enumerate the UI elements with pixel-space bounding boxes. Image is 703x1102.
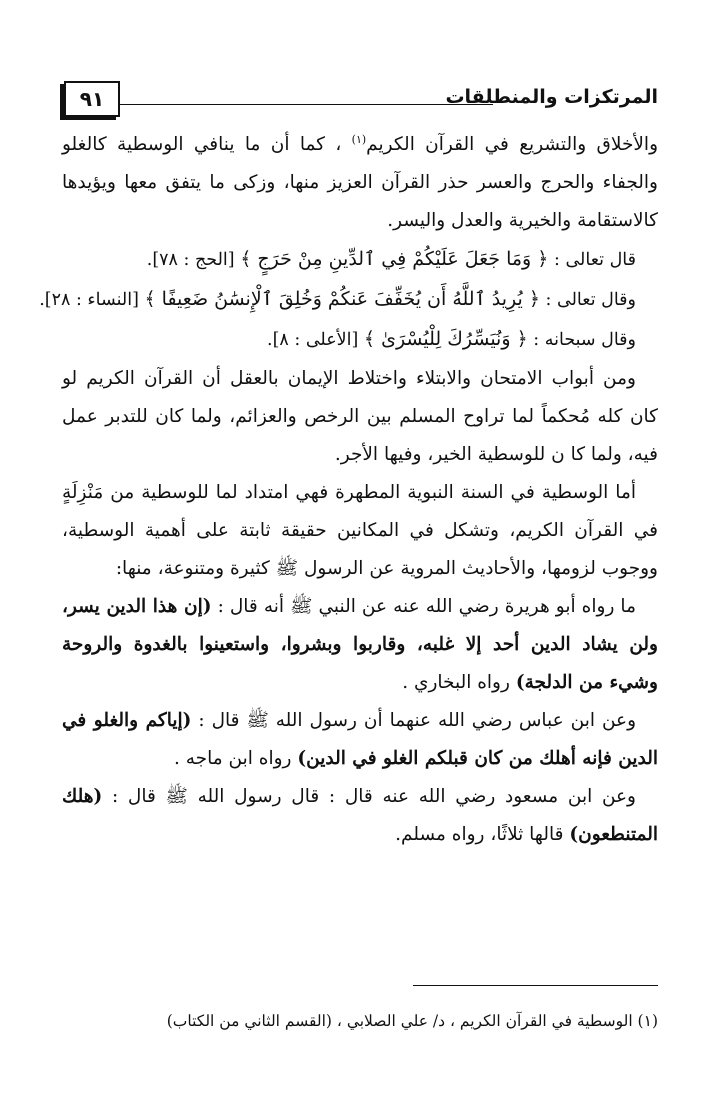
running-title: المرتكزات والمنطلقات — [445, 86, 658, 108]
quran-text: ﴿ وَمَا جَعَلَ عَلَيْكُمْ فِي ٱلدِّينِ مِنْ حَرَجٍ ﴾ — [240, 248, 549, 270]
page-number: ٩١ — [64, 81, 120, 117]
paragraph-3: أما الوسطية في السنة النبوية المطهرة فهي امتداد لما للوسطية من مَنْزِلَةٍ في القرآن الكريم، وتشكل في المكانين حقيقة ثابتة على أهمية الوسطية، ووجوب لزومها، والأحاديث المروية عن الرسول ﷺ كثيرة ومتنوعة، منها: — [62, 482, 658, 579]
verse-reference: [النساء : ٢٨]. — [39, 290, 139, 310]
hadith-2: وعن ابن عباس رضي الله عنهما أن رسول الله ﷺ قال : (إياكم والغلو في الدين فإنه أهلك من كان قبلكم الغلو في الدين) رواه ابن ماجه . — [62, 710, 658, 769]
paragraph-1: والأخلاق والتشريع في القرآن الكريم$^{(١)}$ ، كما أن ما ينافي الوسطية كالغلو والجفاء والحرج والعسر حذر القرآن العزيز منها، وزكى ما يتفق معها ويؤيدها كالاستقامة والخيرية والعدل واليسر. — [62, 132, 659, 231]
hadith-text: (إياكم والغلو في الدين فإنه أهلك من كان قبلكم الغلو في الدين) — [62, 710, 658, 769]
quran-text: ﴿ وَنُيَسِّرُكَ لِلْيُسْرَىٰ ﴾ — [363, 328, 528, 350]
footnote: (١) الوسطية في القرآن الكريم ، د/ علي الصلابي ، (القسم الثاني من الكتاب) — [166, 1012, 658, 1030]
hadith-1: ما رواه أبو هريرة رضي الله عنه عن النبي ﷺ أنه قال : (إن هذا الدين يسر، ولن يشاد الدين أحد إلا غلبه، وقاربوا وبشروا، واستعينوا بالغدوة والروحة وشيء من الدلجة) رواه البخاري . — [62, 596, 658, 693]
quran-text: ﴿ يُرِيدُ ٱللَّهُ أَن يُخَفِّفَ عَنكُمْ وَخُلِقَ ٱلْإِنسَٰنُ ضَعِيفًا ﴾ — [144, 288, 540, 310]
header-rule — [116, 104, 493, 105]
footnote-ref: (١) — [351, 132, 367, 146]
paragraph-2: ومن أبواب الامتحان والابتلاء واختلاط الإيمان بالعقل أن القرآن الكريم لو كان كله مُحكماً لما تراوح المسلم بين الرخص والعزائم، ولما كان للتدبر عمل فيه، ولما كا ن للوسطية الخير، وفيها الأجر. — [62, 368, 658, 465]
footnote-rule — [413, 985, 658, 986]
hadith-text: (هلك المتنطعون) — [62, 786, 658, 845]
verse-1: قال تعالى : ﴿ وَمَا جَعَلَ عَلَيْكُمْ فِي ٱلدِّينِ مِنْ حَرَجٍ ﴾ [الحج : ٧٨]. — [146, 248, 636, 270]
page-header — [58, 80, 658, 120]
verse-reference: [الحج : ٧٨]. — [146, 250, 235, 270]
verse-2: وقال تعالى : ﴿ يُرِيدُ ٱللَّهُ أَن يُخَفِّفَ عَنكُمْ وَخُلِقَ ٱلْإِنسَٰنُ ضَعِيفًا ﴾ [النساء : ٢٨]. — [39, 288, 636, 310]
body-text — [39, 126, 659, 854]
hadith-3: وعن ابن مسعود رضي الله عنه قال : قال رسول الله ﷺ قال : (هلك المتنطعون) قالها ثلاثًا، رواه مسلم. — [62, 786, 658, 845]
verse-reference: [الأعلى : ٨]. — [267, 330, 359, 350]
verse-3: وقال سبحانه : ﴿ وَنُيَسِّرُكَ لِلْيُسْرَىٰ ﴾ [الأعلى : ٨]. — [267, 328, 636, 350]
hadith-text: (إن هذا الدين يسر، ولن يشاد الدين أحد إلا غلبه، وقاربوا وبشروا، واستعينوا بالغدوة والروحة وشيء من الدلجة) — [62, 596, 658, 693]
